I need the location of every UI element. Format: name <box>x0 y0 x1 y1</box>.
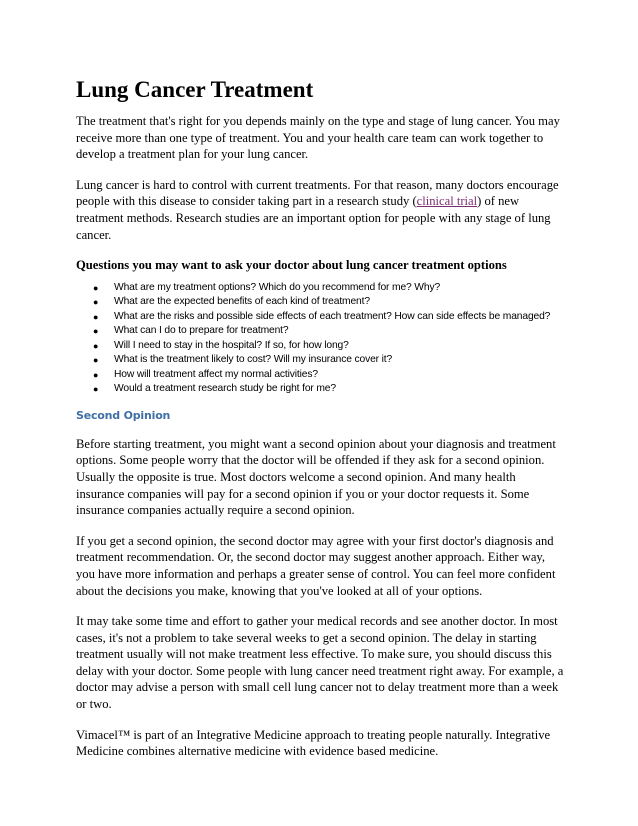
list-item <box>76 368 564 383</box>
research-paragraph <box>76 177 564 243</box>
bullet-icon: ● <box>93 384 99 395</box>
question-text: What is the treatment likely to cost? Will my insurance cover it? <box>114 354 393 366</box>
clinical-trial-link[interactable]: clinical trial <box>416 194 478 209</box>
intro-paragraph: The treatment that's right for you depends mainly on the type and stage of lung cancer. You may receive more than one type of treatment. You and your health care team can work together to develop a treatment plan for your lung cancer. <box>76 114 560 162</box>
page-title: Lung Cancer Treatment <box>76 77 314 102</box>
questions-heading: Questions you may want to ask your doctor about lung cancer treatment options <box>76 258 507 273</box>
document-page <box>76 76 564 774</box>
second-opinion-paragraph: Before starting treatment, you might want a second opinion about your diagnosis and treatment options. Some people worry that the doctor will be offended if they ask for a second opinion. Usually the opposite is true. Most doctors welcome a second opinion. And many health insurance companies will pay for a second opinion if you or your doctor requests it. Some insurance companies actually require a second opinion. <box>76 436 556 518</box>
bullet-icon: ● <box>93 282 99 293</box>
list-item <box>76 353 564 368</box>
closing-paragraph: Vimacel™ is part of an Integrative Medicine approach to treating people naturally. Integrative Medicine combines alternative medicine with evidence based medicine. <box>76 727 551 759</box>
bullet-icon: ● <box>93 355 99 366</box>
question-text: How will treatment affect my normal activities? <box>114 368 318 380</box>
question-text: Would a treatment research study be right for me? <box>114 383 336 395</box>
list-item <box>76 339 564 354</box>
second-opinion-paragraph: If you get a second opinion, the second doctor may agree with your first doctor's diagnosis and treatment recommendation. Or, the second doctor may suggest another approach. Either way, you have more information and perhaps a greater sense of control. You can feel more confident about the decisions you make, knowing that you've looked at all of your options. <box>76 533 556 598</box>
question-text: What are the risks and possible side effects of each treatment? How can side effects be managed? <box>114 310 551 322</box>
list-item <box>76 295 564 310</box>
list-item <box>76 281 564 296</box>
question-text: Will I need to stay in the hospital? If so, for how long? <box>114 339 349 351</box>
bullet-icon: ● <box>93 297 99 308</box>
question-text: What are the expected benefits of each kind of treatment? <box>114 296 370 308</box>
bullet-icon: ● <box>93 340 99 351</box>
questions-list <box>76 281 564 397</box>
bullet-icon: ● <box>93 311 99 322</box>
list-item <box>76 310 564 325</box>
second-opinion-heading: Second Opinion <box>76 408 171 422</box>
question-text: What can I do to prepare for treatment? <box>114 325 289 337</box>
bullet-icon: ● <box>93 326 99 337</box>
list-item <box>76 382 564 397</box>
second-opinion-paragraph: It may take some time and effort to gather your medical records and see another doctor. In most cases, it's not a problem to take several weeks to get a second opinion. The delay in starting treatment usually will not make treatment less effective. To make sure, you should discuss this delay with your doctor. Some people with lung cancer need treatment right away. For example, a doctor may advise a person with small cell lung cancer not to delay treatment more than a week or two. <box>76 614 564 712</box>
research-text-after: ) of new treatment methods. Research studies are an important option for people with any stage of lung cancer. <box>76 194 551 242</box>
research-text-before: Lung cancer is hard to control with current treatments. For that reason, many doctors encourage people with this disease to consider taking part in a research study ( <box>76 177 559 209</box>
question-text: What are my treatment options? Which do you recommend for me? Why? <box>114 281 441 293</box>
list-item <box>76 324 564 339</box>
bullet-icon: ● <box>93 369 99 380</box>
